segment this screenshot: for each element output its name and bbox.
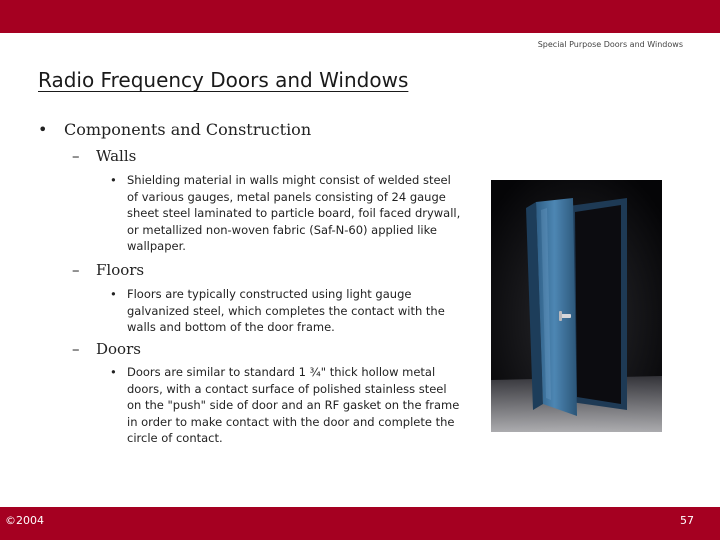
subheading-floors-label: Floors <box>96 261 145 279</box>
dash-glyph: – <box>72 261 80 279</box>
slide-title: Radio Frequency Doors and Windows <box>38 68 409 92</box>
doors-detail-text: Doors are similar to standard 1 ¾" thick hollow metal doors, with a contact surface of polished stainless steel on the "push" side of door and an RF gasket on the frame in order to make contact with the door and complete the circle of contact. <box>127 365 460 445</box>
dash-glyph: – <box>72 340 80 358</box>
bullet-components <box>38 120 311 139</box>
bullet-glyph: • <box>110 365 117 379</box>
footer-copyright: ©2004 <box>5 514 44 527</box>
header-note: Special Purpose Doors and Windows <box>537 40 683 49</box>
bullet-glyph: • <box>38 120 48 139</box>
subheading-doors-label: Doors <box>96 340 141 358</box>
bullet-glyph: • <box>110 287 117 301</box>
rf-door-photo <box>491 180 662 432</box>
walls-detail-text: Shielding material in walls might consist of welded steel of various gauges, metal panels consisting of 24 gauge sheet steel laminated to particle board, foil faced drywall, or metallized non-woven fabric (Saf-N-60) applied like wallpaper. <box>127 173 461 253</box>
bullet-components-label: Components and Construction <box>64 120 312 139</box>
doors-detail <box>110 364 462 447</box>
floors-detail <box>110 286 462 336</box>
footer-page-number: 57 <box>680 514 694 527</box>
subheading-doors <box>72 340 141 358</box>
subheading-floors <box>72 261 144 279</box>
floors-detail-text: Floors are typically constructed using light gauge galvanized steel, which completes the contact with the walls and bottom of the door frame. <box>127 287 445 334</box>
subheading-walls-label: Walls <box>96 147 137 165</box>
bullet-glyph: • <box>110 173 117 187</box>
subheading-walls <box>72 147 136 165</box>
walls-detail <box>110 172 462 255</box>
bottom-accent-bar <box>0 507 720 540</box>
dash-glyph: – <box>72 147 80 165</box>
